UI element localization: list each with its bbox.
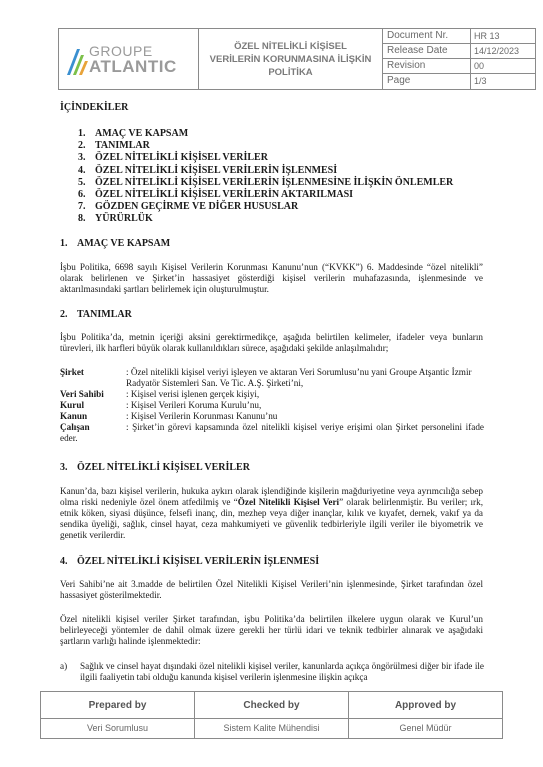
approved-by-value: Genel Müdür (399, 723, 452, 733)
toc-title: İÇİNDEKİLER (60, 102, 129, 113)
definition-text: : Özel nitelikli kişisel veriyi işleyen ve aktaran Veri Sorumlusu’nu yani Groupe Atşantic İzmir Radyatör Sistemleri San. Ve Tic. A.Ş. Şirketi’ni, (126, 367, 472, 388)
logo-text-atlantic: ATLANTIC (89, 57, 177, 76)
meta-label: Revision (383, 59, 471, 73)
meta-label: Document Nr. (383, 29, 471, 43)
prepared-by-value: Veri Sorumlusu (41, 719, 195, 738)
approved-by-header: Approved by (349, 692, 502, 719)
list-item (60, 661, 484, 683)
meta-row (383, 44, 535, 59)
prepared-by-header: Prepared by (41, 692, 195, 719)
footer-value-row (41, 719, 502, 738)
meta-row (383, 74, 535, 89)
toc-item[interactable]: 8. YÜRÜRLÜK (78, 213, 153, 225)
meta-value: 00 (474, 61, 485, 71)
document-meta-table (382, 28, 536, 90)
document-title: ÖZEL NİTELİKLİ KİŞİSEL VERİLERİN KORUNMASINA İLİŞKİN POLİTİKA (209, 40, 372, 78)
definition-row (60, 422, 484, 444)
table-of-contents (78, 128, 453, 226)
meta-label: Page (383, 74, 471, 89)
document-header (58, 28, 383, 90)
definition-text: : Kişisel verisi işlenen gerçek kişiyi, (126, 389, 260, 399)
toc-item[interactable]: 2. TANIMLAR (78, 140, 150, 152)
definitions-list (60, 367, 484, 444)
logo-text-groupe: GROUPE (89, 43, 153, 59)
approval-footer (40, 691, 503, 739)
definition-term: Kanun (60, 411, 88, 421)
section-paragraph: İşbu Politika, 6698 sayılı Kişisel Verilerin Korunması Kanunu’nun (“KVKK”) 6. Maddesinde “özel nitelikli” olarak belirlenen ve Şirket’in hassasiyet gösterdiği kişisel verilerin muhafazasında, işlenmesinde ve aktarılmasındaki şartları belirlemek için oluşturulmuştur. (60, 262, 483, 294)
section-paragraph: Özel nitelikli kişisel veriler Şirket tarafından, işbu Politika’da belirtilen ilkelere uygun olarak ve Kurul’un belirleyeceği yöntemler de dahil olmak üzere gerekli her türlü idari ve teknik tedbirler alınarak ve aşağıdaki şartların varlığı halinde işlenmektedir: (60, 614, 483, 646)
meta-value: 1/3 (474, 76, 487, 86)
definition-term: Çalışan (60, 422, 90, 432)
footer-header-row (41, 692, 502, 719)
section-paragraph: Kanun’da, bazı kişisel verilerin, hukuka aykırı olarak işlendiğinde kişilerin mağduriyetine veya ayrımcılığa sebep olma riski nedeniyle özel önem atfedilmiş ve “Özel Nitelikli Kişisel Veri” olarak belirlenmiştir. Bu veriler; ırk, etnik köken, siyasi düşünce, felsefi inanç, din, mezhep veya diğer inançlar, kılık ve kıyafet, dernek, vakıf ya da sendika üyeliği, sağlık, cinsel hayat, ceza mahkumiyeti ve güvenlik tedbirleriyle ilgili veriler ile biyometrik ve genetik verilerdir. (60, 486, 484, 540)
definition-text: : Kişisel Verilerin Korunması Kanunu’nu (126, 411, 278, 421)
checked-by-header: Checked by (195, 692, 349, 719)
toc-item[interactable]: 1. AMAÇ VE KAPSAM (78, 128, 189, 139)
definition-term: Veri Sahibi (60, 389, 104, 399)
definition-row (60, 367, 484, 389)
logo-mark-icon (65, 43, 91, 77)
checked-by-value: Sistem Kalite Mühendisi (195, 719, 349, 738)
definition-row (60, 411, 484, 422)
toc-item[interactable]: 4. ÖZEL NİTELİKLİ KİŞİSEL VERİLERİN İŞLENMESİ (78, 164, 338, 176)
section-paragraph: Veri Sahibi’ne ait 3.madde de belirtilen Özel Nitelikli Kişisel Verileri’nin işlenmesinde, Şirket tarafından özel hassasiyet gösterilmektedir. (60, 579, 483, 600)
definition-row (60, 400, 484, 411)
section-heading: 1. AMAÇ VE KAPSAM (60, 238, 171, 249)
definition-term: Şirket (60, 367, 84, 377)
toc-item[interactable]: 3. ÖZEL NİTELİKLİ KİŞİSEL VERİLER (78, 152, 268, 164)
meta-label: Release Date (383, 44, 471, 58)
company-logo (59, 29, 199, 89)
meta-value: HR 13 (474, 31, 500, 41)
list-item-text: Sağlık ve cinsel hayat dışındaki özel nitelikli kişisel veriler, kanunlarda açıkça öngörülmesi diğer bir ifade ile ilgili faaliyetin tabi olduğu kanunda kişisel verilerin işlenmesine ilişkin açıkça (80, 661, 484, 682)
toc-item[interactable]: 5. ÖZEL NİTELİKLİ KİŞİSEL VERİLERİN İŞLENMESİNE İLİŞKİN ÖNLEMLER (78, 176, 454, 188)
section-heading: 2. TANIMLAR (60, 309, 132, 320)
meta-row (383, 59, 535, 74)
meta-row (383, 29, 535, 44)
list-marker: a) (60, 661, 68, 671)
toc-item[interactable]: 7. GÖZDEN GEÇİRME VE DİĞER HUSUSLAR (78, 201, 299, 213)
definition-text: : Şirket’in görevi kapsamında özel nitelikli kişisel veriye erişimi olan Şirket personelini ifade eder. (60, 422, 484, 443)
definition-text: : Kişisel Verileri Koruma Kurulu’nu, (126, 400, 262, 410)
section-paragraph: İşbu Politika’da, metnin içeriği aksini gerektirmedikçe, aşağıda belirtilen kelimeler, ifadeler veya bunların türevleri, ilk harfleri büyük olarak kullanıldıkları sürece, aşağıdaki şekilde anlaşılmalıdır; (60, 332, 483, 353)
meta-value: 14/12/2023 (474, 46, 520, 56)
definition-term: Kurul (60, 400, 84, 410)
definition-row (60, 389, 484, 400)
toc-item[interactable]: 6. ÖZEL NİTELİKLİ KİŞİSEL VERİLERİN AKTARILMASI (78, 189, 354, 201)
section-heading: 4. ÖZEL NİTELİKLİ KİŞİSEL VERİLERİN İŞLENMESİ (60, 556, 320, 567)
section-heading: 3. ÖZEL NİTELİKLİ KİŞİSEL VERİLER (60, 462, 250, 473)
